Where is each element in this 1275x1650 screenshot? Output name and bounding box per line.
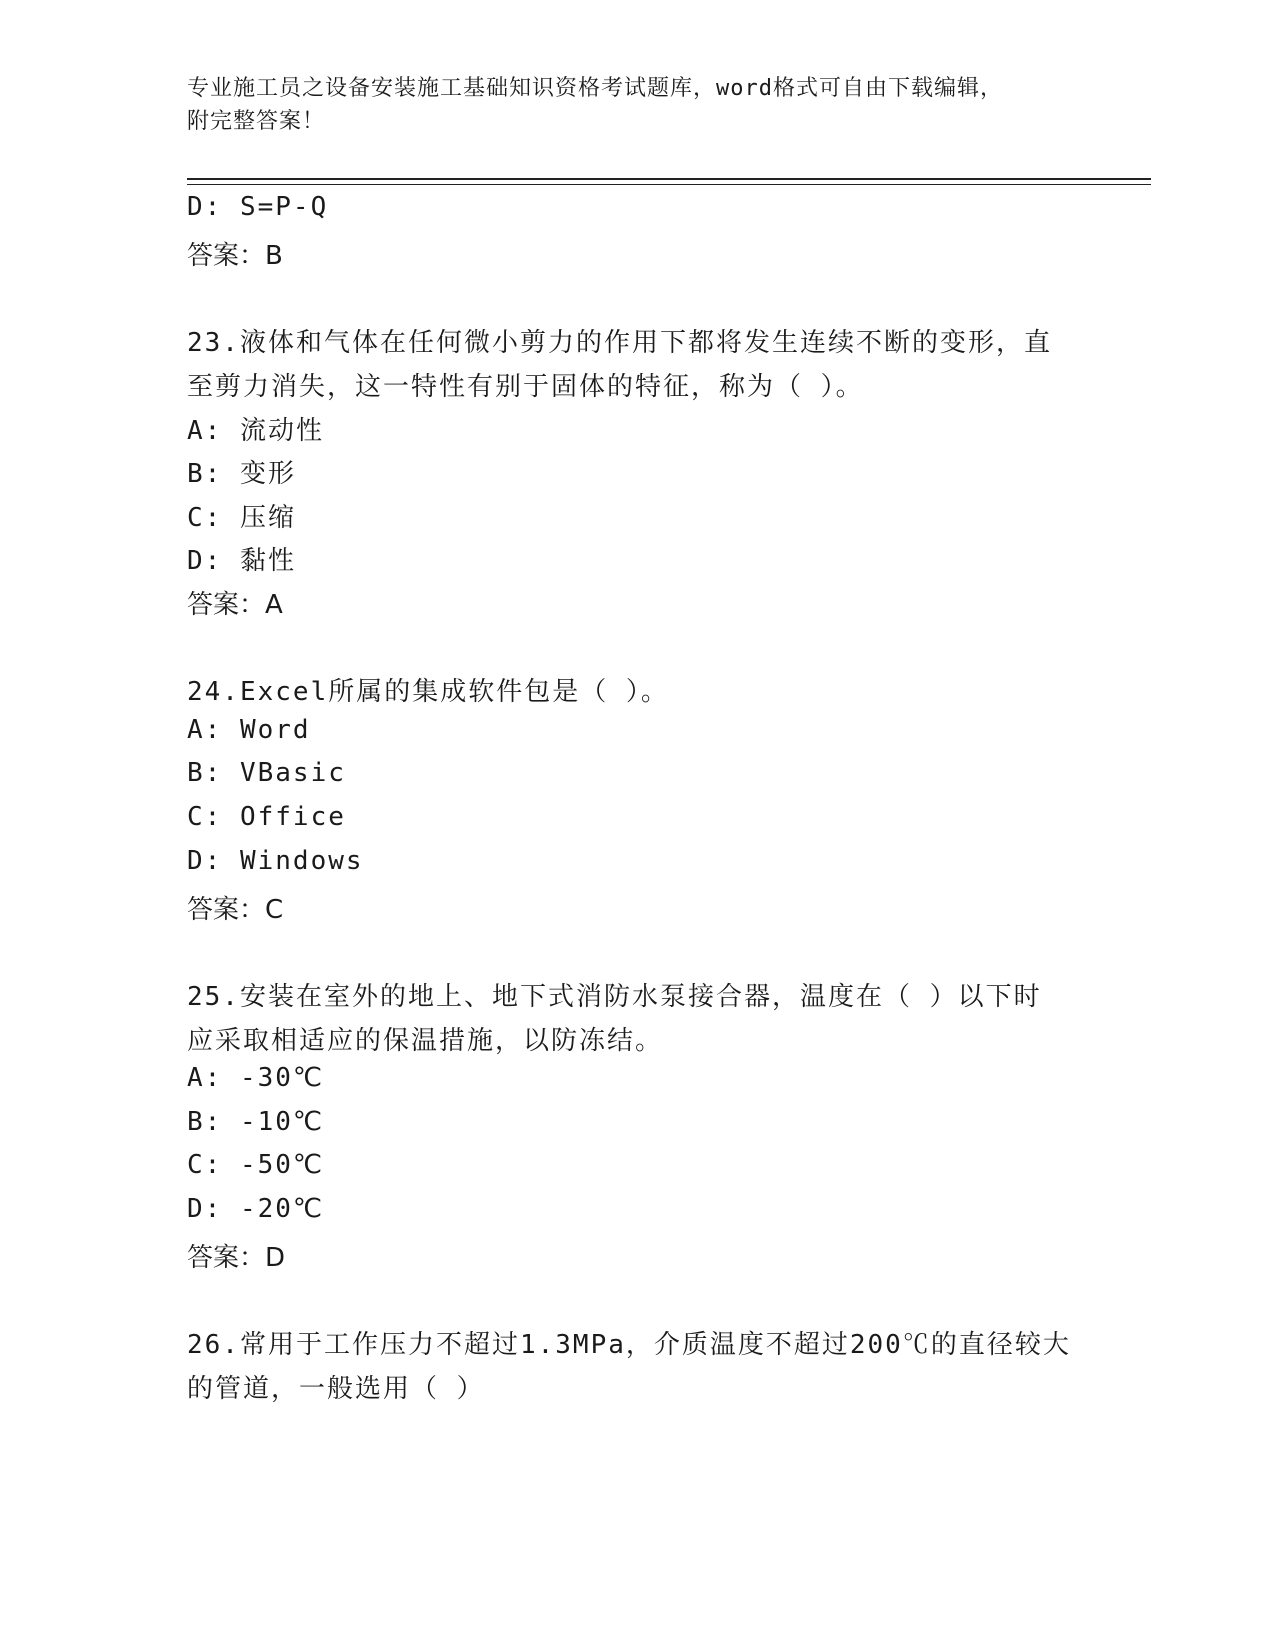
q23-option-b: B: 变形: [187, 459, 296, 489]
q24-option-a: A: Word: [187, 715, 311, 745]
q25-answer: 答案：D: [187, 1243, 286, 1273]
document-header: [187, 72, 1067, 138]
q25-stem-line2: 应采取相适应的保温措施，以防冻结。: [187, 1026, 664, 1056]
q23-answer: 答案：A: [187, 590, 283, 620]
q22-answer: 答案：B: [187, 241, 283, 271]
q24-answer: 答案：C: [187, 895, 284, 925]
q23-stem-line2: 至剪力消失，这一特性有别于固体的特征，称为（ ）。: [187, 372, 864, 402]
q23-option-a: A: 流动性: [187, 416, 324, 446]
q22-option-d: D: S=P-Q: [187, 192, 329, 222]
q26-stem-line2: 的管道，一般选用（ ）: [187, 1374, 485, 1404]
q25-option-d: D: -20℃: [187, 1194, 325, 1224]
q24-stem-line1: 24.Excel所属的集成软件包是（ ）。: [187, 677, 669, 707]
header-title-line2: 附完整答案！: [187, 109, 326, 134]
q23-stem-line1: 23.液体和气体在任何微小剪力的作用下都将发生连续不断的变形，直: [187, 328, 1052, 358]
header-title-line1: 专业施工员之设备安装施工基础知识资格考试题库，word格式可自由下载编辑，: [187, 76, 1003, 101]
q23-option-c: C: 压缩: [187, 503, 296, 533]
q24-option-c: C: Office: [187, 802, 346, 832]
q25-option-a: A: -30℃: [187, 1063, 325, 1093]
header-divider-thin: [187, 184, 1151, 185]
q26-stem-line1: 26.常用于工作压力不超过1.3MPa，介质温度不超过200℃的直径较大: [187, 1330, 1071, 1360]
q25-option-b: B: -10℃: [187, 1107, 325, 1137]
q24-option-d: D: Windows: [187, 846, 364, 876]
header-divider-thick: [187, 178, 1151, 180]
q25-option-c: C: -50℃: [187, 1150, 325, 1180]
q23-option-d: D: 黏性: [187, 546, 296, 576]
q24-option-b: B: VBasic: [187, 758, 346, 788]
q25-stem-line1: 25.安装在室外的地上、地下式消防水泵接合器，温度在（ ）以下时: [187, 982, 1042, 1012]
